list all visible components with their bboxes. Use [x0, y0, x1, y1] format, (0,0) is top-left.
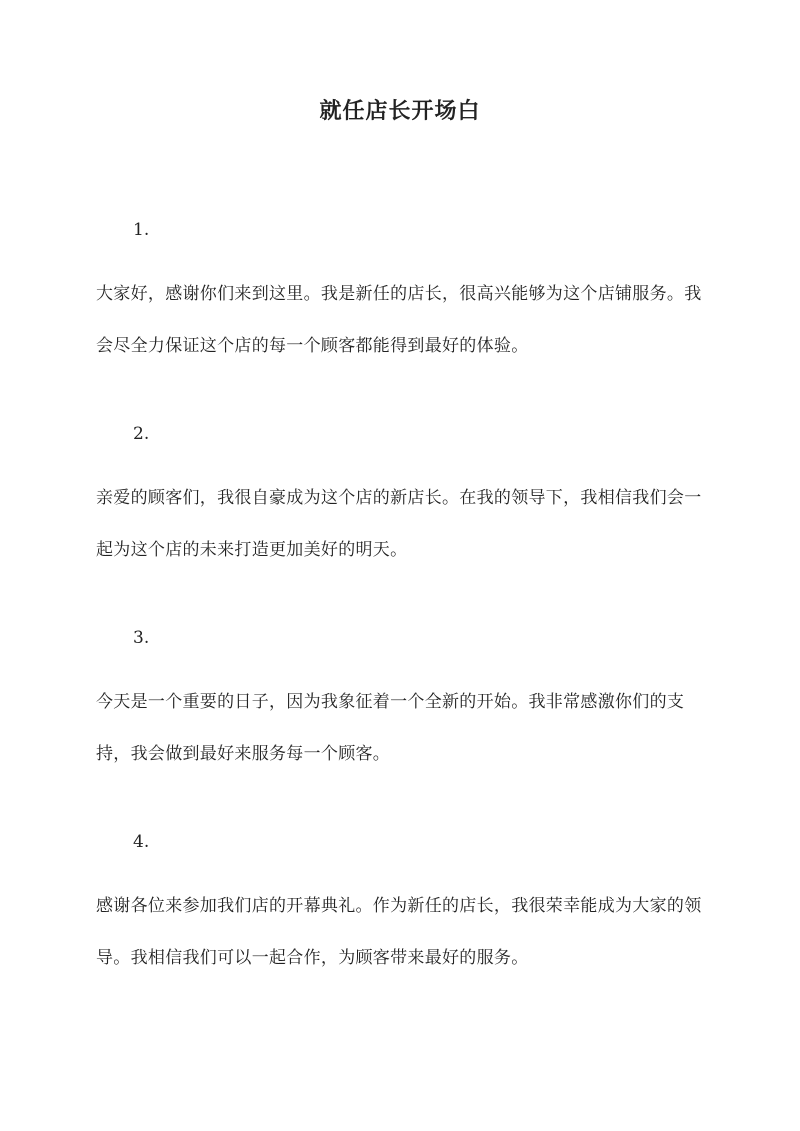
document-title: 就任店长开场白	[319, 98, 481, 124]
section-paragraph: 今天是一个重要的日子，因为我象征着一个全新的开始。我非常感激你们的支持，我会做到最好来服务每一个顾客。	[96, 692, 685, 764]
section-paragraph: 感谢各位来参加我们店的开幕典礼。作为新任的店长，我很荣幸能成为大家的领导。我相信我们可以一起合作，为顾客带来最好的服务。	[96, 896, 702, 968]
section-4	[96, 830, 706, 984]
section-paragraph: 亲爱的顾客们，我很自豪成为这个店的新店长。在我的领导下，我相信我们会一起为这个店的未来打造更加美好的明天。	[96, 488, 702, 560]
section-number: 4.	[133, 832, 150, 852]
section-number: 1.	[133, 220, 150, 240]
section-number: 2.	[133, 424, 150, 444]
section-3	[96, 626, 706, 780]
section-paragraph: 大家好，感谢你们来到这里。我是新任的店长，很高兴能够为这个店铺服务。我会尽全力保证这个店的每一个顾客都能得到最好的体验。	[96, 284, 702, 356]
section-number: 3.	[133, 628, 150, 648]
section-1	[96, 218, 706, 372]
section-2	[96, 422, 706, 576]
